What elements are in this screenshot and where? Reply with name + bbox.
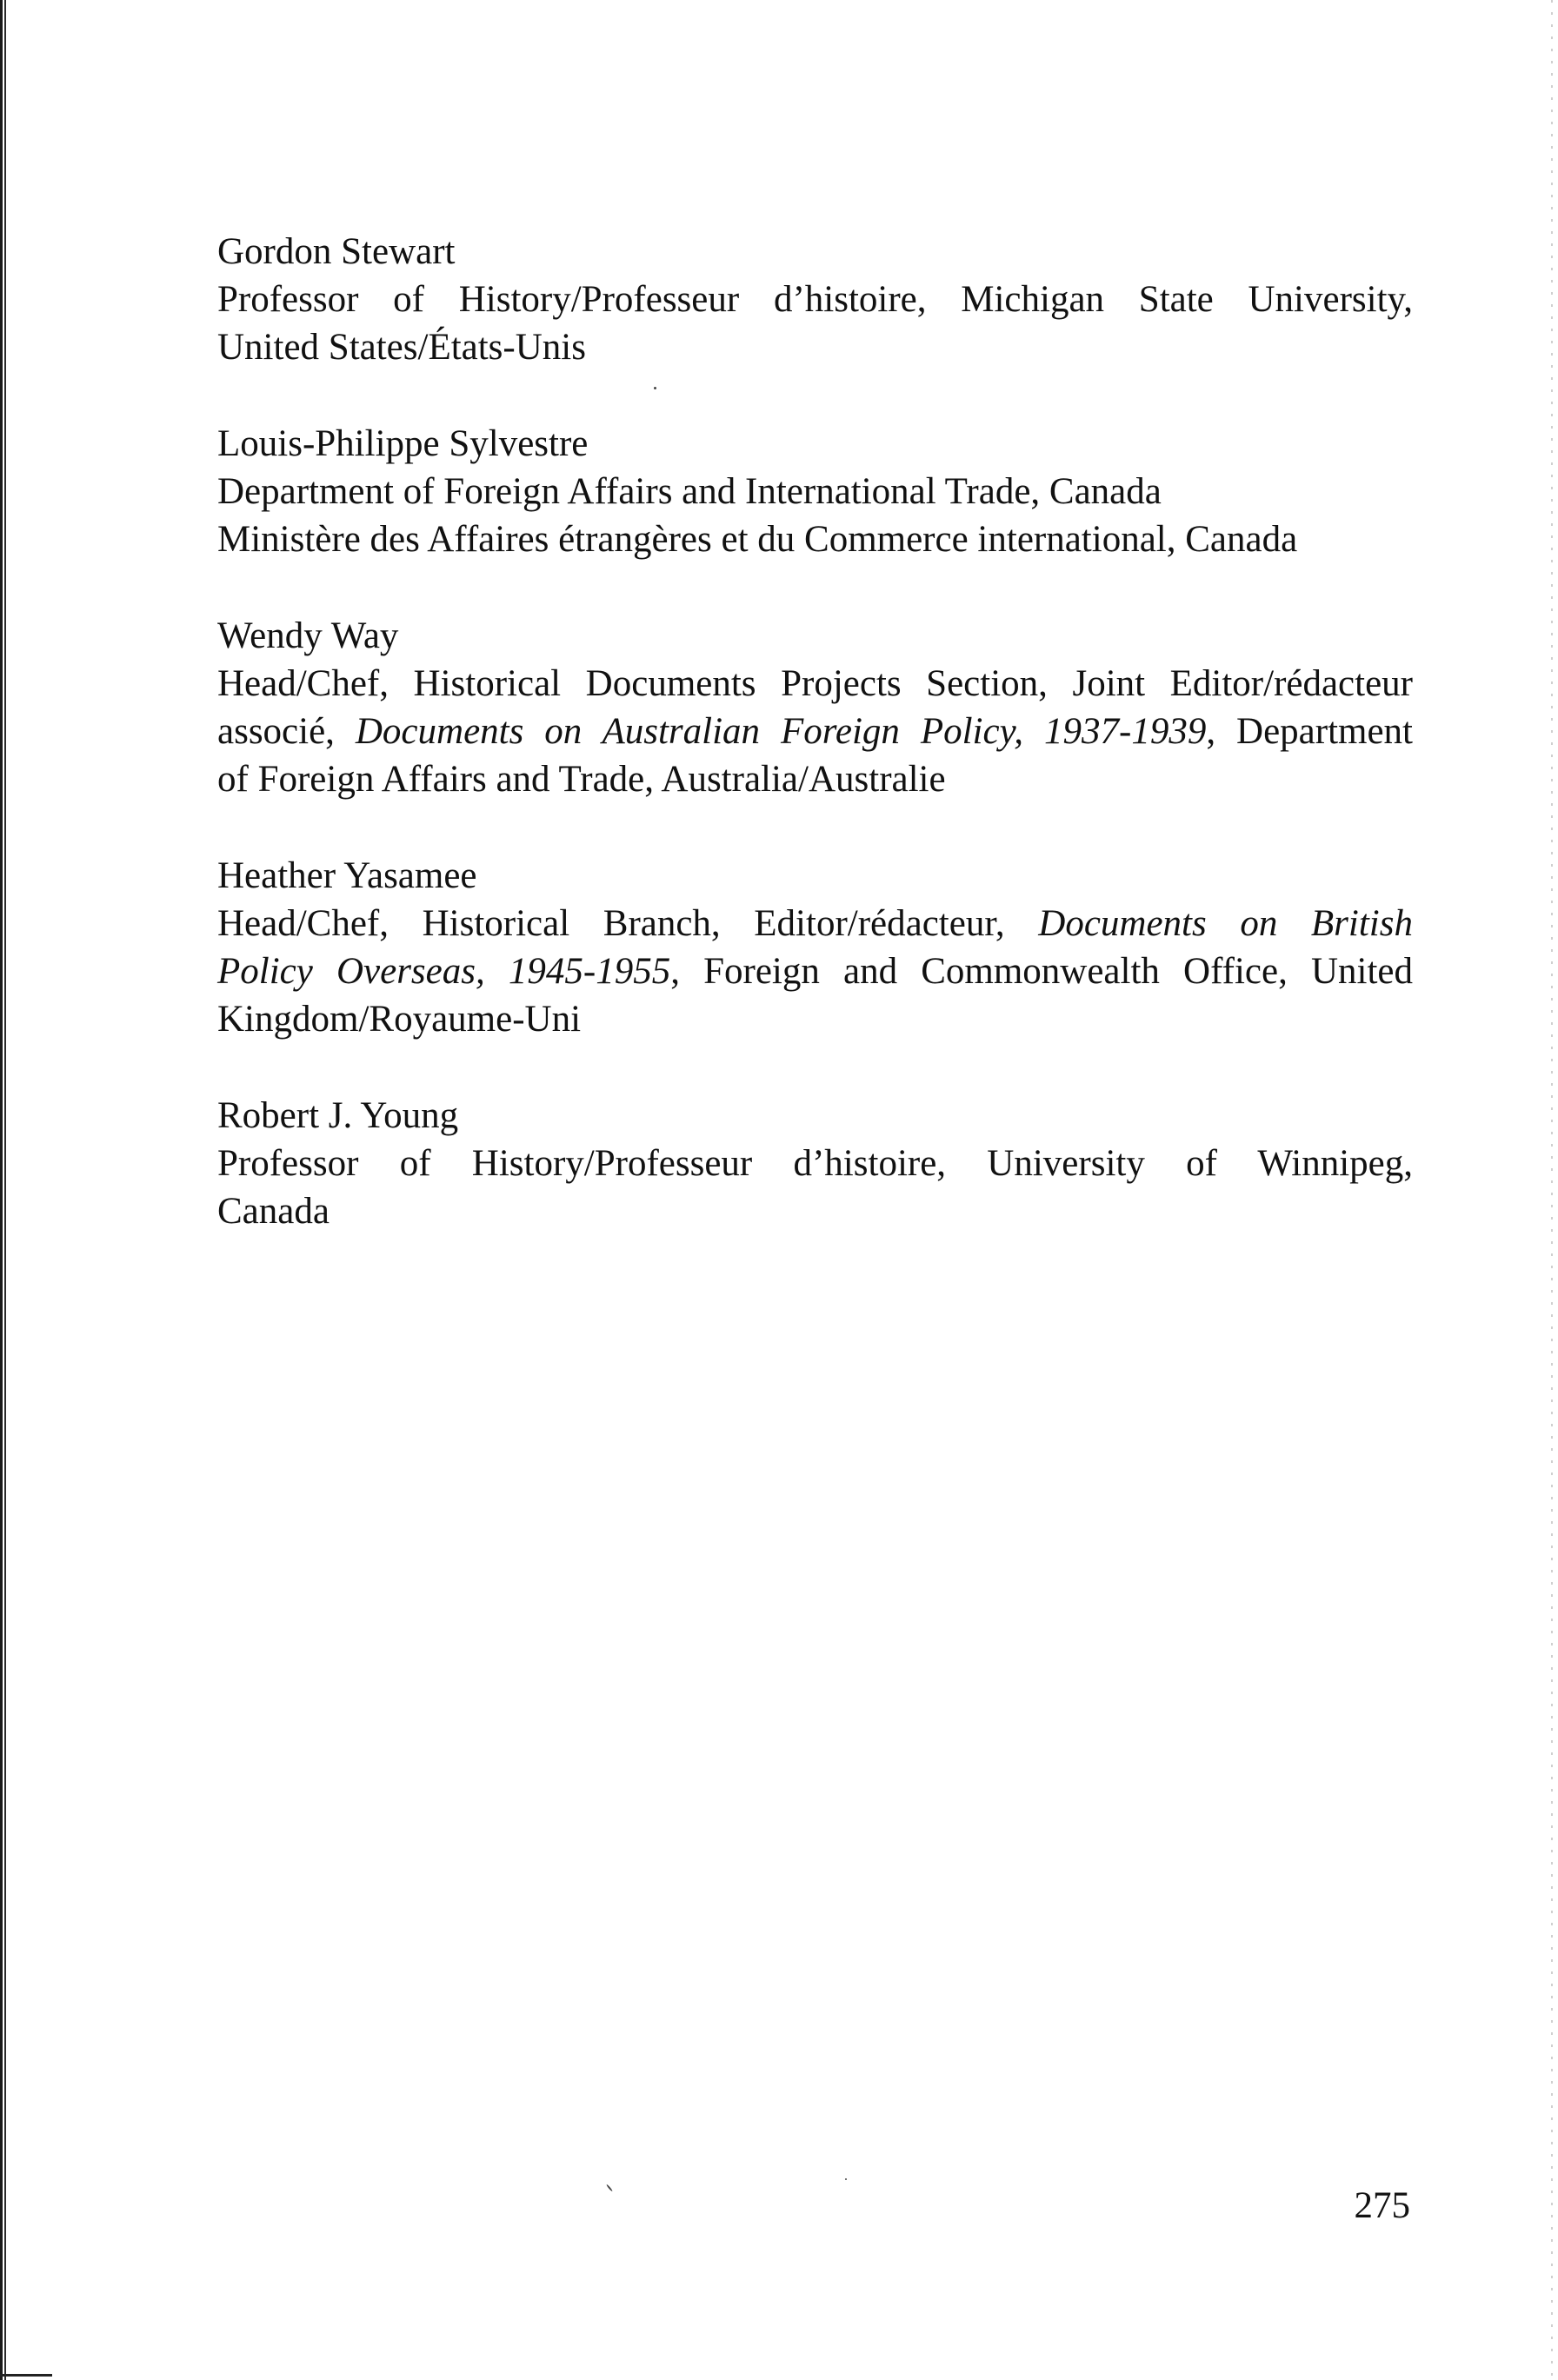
affiliation-line: Professor of History/Professeur d’histoire, Michigan State University, <box>217 279 1413 320</box>
contributor-entry <box>217 228 1413 371</box>
contributor-affiliation <box>217 468 1413 563</box>
affiliation-line: Canada <box>217 1191 330 1232</box>
publication-title: Documents on British <box>1038 903 1413 944</box>
publication-title: Policy Overseas, 1945-1955 <box>217 951 671 992</box>
affiliation-line: Policy Overseas, 1945-1955, Foreign and Commonwealth Office, United <box>217 951 1414 992</box>
affiliation-line: United States/États-Unis <box>217 327 586 368</box>
contributor-entry <box>217 420 1413 563</box>
contributor-affiliation <box>217 276 1413 371</box>
affiliation-line: Head/Chef, Historical Documents Projects Section, Joint Editor/rédacteur <box>217 663 1413 704</box>
contributor-name: Wendy Way <box>217 615 399 656</box>
scan-speck <box>606 2184 613 2192</box>
affiliation-line: Ministère des Affaires étrangères et du Commerce international, Canada <box>217 519 1298 560</box>
contributor-affiliation <box>217 1140 1413 1235</box>
publication-title: Documents on Australian Foreign Policy, 1937-1939 <box>355 711 1207 752</box>
affiliation-line: Professor of History/Professeur d’histoire, University of Winnipeg, <box>217 1143 1413 1184</box>
contributor-affiliation <box>217 660 1413 803</box>
affiliation-line: Department of Foreign Affairs and International Trade, Canada <box>217 471 1162 512</box>
contributor-affiliation <box>217 900 1413 1043</box>
contributor-entry <box>217 1092 1413 1235</box>
affiliation-line: Kingdom/Royaume-Uni <box>217 999 582 1040</box>
affiliation-line: associé, Documents on Australian Foreign Policy, 1937-1939, Department <box>217 711 1413 752</box>
page-number: 275 <box>1354 2185 1410 2226</box>
affiliation-line: Head/Chef, Historical Branch, Editor/rédacteur, Documents on British <box>217 903 1413 944</box>
contributor-entry <box>217 612 1413 803</box>
contributor-name: Heather Yasamee <box>217 855 477 896</box>
affiliation-line: of Foreign Affairs and Trade, Australia/Australie <box>217 759 946 800</box>
contributor-entry <box>217 852 1413 1043</box>
scan-edge-left <box>0 0 8 2380</box>
contributor-list <box>217 228 1413 1284</box>
scan-speck <box>845 2178 847 2180</box>
contributor-name: Gordon Stewart <box>217 231 456 272</box>
contributor-name: Louis-Philippe Sylvestre <box>217 423 589 464</box>
scan-edge-bottom <box>0 2374 52 2377</box>
contributor-name: Robert J. Young <box>217 1095 459 1136</box>
scan-edge-right <box>1551 0 1553 2380</box>
